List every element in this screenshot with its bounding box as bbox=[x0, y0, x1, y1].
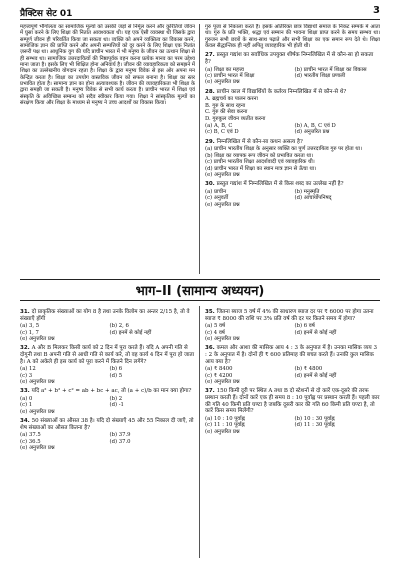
statement-item: (d) प्राचीन भारत में शिक्षा का स्थान मात्र ज्ञान से ऊँचा था। bbox=[205, 165, 317, 172]
question bbox=[205, 388, 380, 435]
statement-list bbox=[205, 96, 380, 122]
option-list bbox=[20, 396, 195, 415]
option-item: (b) A, B, C एवं D bbox=[294, 123, 336, 129]
option-item: (b) प्राचीन भारत में शिक्षा का विकास bbox=[294, 66, 367, 73]
question-text: A और B मिलकर किसी कार्य को 2 दिन में पूरा करते हैं। यदि A अपनी गति से दोगुनी तथा B अपनी गति से आधी गति से कार्य करे, तो वह कार्य 4 दिन में पूरा हो जाता है। A को अकेले ही इस कार्य को पूरा करने में कितने दिन लगेंगे? bbox=[20, 345, 195, 365]
question-text: प्रस्तुत गद्यांश का सर्वाधिक उपयुक्त शीर्षक निम्नलिखित में से कौन-सा हो सकता है? bbox=[205, 52, 374, 65]
question-text: दो प्राकृतिक संख्याओं का योग 8 है तथा उनके विलोम का अन्तर 2/15 है, तो वे संख्याएँ होंगी bbox=[20, 309, 190, 322]
option-item: (c) 1 bbox=[20, 402, 33, 409]
option-item: (a) शिक्षा का महत्त्व bbox=[205, 66, 244, 73]
option-item: (d) भारतीय शिक्षा प्रणाली bbox=[294, 72, 346, 79]
option-list bbox=[205, 67, 380, 86]
question-number: 31. bbox=[20, 309, 32, 315]
column-divider bbox=[199, 306, 200, 558]
question-number: 30. bbox=[205, 181, 217, 188]
option-item: (b) ₹ 4800 bbox=[294, 366, 323, 373]
option-item: (e) अनुत्तरित प्रश्न bbox=[205, 379, 240, 385]
option-item: (c) B, C एवं D bbox=[205, 129, 239, 136]
question-text: निम्नलिखित में से कौन-सा कथन असत्य है? bbox=[216, 138, 303, 145]
option-list bbox=[20, 323, 195, 342]
option-item: (b) मनुस्मृति bbox=[294, 189, 320, 196]
option-item: (e) अनुत्तरित प्रश्न bbox=[205, 336, 240, 342]
column-divider bbox=[199, 24, 200, 274]
question-number: 27. bbox=[205, 52, 217, 59]
option-item: (b) 10 : 30 पूर्वाह्न bbox=[294, 415, 335, 422]
option-item: (e) अनुत्तरित प्रश्न bbox=[205, 201, 240, 208]
question bbox=[20, 345, 195, 385]
option-list bbox=[20, 432, 195, 451]
option-item: (a) 10 : 10 पूर्वाह्न bbox=[205, 415, 245, 422]
upper-section bbox=[20, 24, 380, 274]
question bbox=[20, 418, 195, 451]
option-item: (c) ₹ 4200 bbox=[205, 372, 233, 379]
option-item: (a) 5 वर्ष bbox=[205, 323, 226, 330]
option-item: (d) इनमें से कोई नहीं bbox=[109, 329, 152, 336]
question-text: यदि a² + b² + c² = ab + bc + ac, तो (a + c)/b का मान क्या होगा? bbox=[31, 388, 192, 395]
option-list bbox=[205, 366, 380, 385]
question-text: जितना ब्याज 5 वर्ष में 4% की साधारण ब्याज दर पर ₹ 6000 पर होगा उतना ब्याज ₹ 8000 की राशि पर 3% प्रति वर्ष की दर पर कितने समय में होगा? bbox=[205, 309, 374, 322]
option-item: (c) 36.5 bbox=[20, 438, 41, 445]
option-item: (e) अनुत्तरित प्रश्न bbox=[20, 336, 55, 342]
option-item: (d) इनमें से कोई नहीं bbox=[294, 329, 337, 336]
question bbox=[205, 89, 380, 136]
option-item: (d) 37.0 bbox=[109, 438, 131, 445]
question-list bbox=[205, 309, 380, 435]
option-item: (d) 11 : 30 पूर्वाह्न bbox=[294, 422, 335, 429]
option-item: (c) 11 : 10 पूर्वाह्न bbox=[205, 422, 245, 429]
question-number: 28. bbox=[205, 88, 217, 95]
statement-item: B. गुरु के साथ रहना bbox=[205, 102, 246, 109]
lower-right-column bbox=[205, 306, 380, 558]
question bbox=[205, 345, 380, 385]
option-item: (d) अनुत्तरित प्रश्न bbox=[294, 129, 330, 136]
option-item: (c) प्राचीन भारत में शिक्षा bbox=[205, 72, 255, 79]
option-item: (d) -1 bbox=[109, 402, 124, 409]
option-item: (a) प्राचीन bbox=[205, 189, 227, 196]
option-item: (a) ₹ 8400 bbox=[205, 366, 233, 373]
option-item: (e) अनुत्तरित प्रश्न bbox=[205, 79, 240, 86]
option-item: (b) 37.9 bbox=[109, 432, 131, 439]
question-number: 32. bbox=[20, 345, 32, 352]
section-header bbox=[20, 279, 380, 301]
option-list bbox=[205, 416, 380, 435]
passage-text-right: गुरु पूजा से निकाला करते हैं। इसके अतिरिक्त छात्र विद्यार्थी समाज के निकट सम्पर्क में आता था। गुरु के प्रति भक्ति, श्रद्धा एवं सम्मान की भावना शिक्षा प्राप्त करने के समय सम्भव था। गुरुजन सभी छात्रों के साथ-साथ पढ़ाते और सभी शिक्षा का एक समान रूप देते थे। शिक्षा केवल सैद्धान्तिक ही नहीं अपितु व्यावहारिक भी होती थी। bbox=[205, 24, 380, 50]
option-item: (e) अनुत्तरित प्रश्न bbox=[20, 408, 55, 415]
question bbox=[205, 139, 380, 179]
page-number: 3 bbox=[373, 5, 380, 16]
option-item: (e) अनुत्तरित प्रश्न bbox=[205, 428, 240, 435]
question-text: कमल और आशा की मासिक आय 4 : 3 के अनुपात में है। उनका मासिक व्यय 3 : 2 के अनुपात में है। दोनों ही ₹ 600 प्रतिमाह की बचत करते हैं। उनकी कुल मासिक आय क्या है? bbox=[205, 345, 377, 365]
question bbox=[205, 309, 380, 342]
option-item: (a) 12 bbox=[20, 366, 36, 373]
statement-item: (b) शिक्षा का व्यापक रूप जीवन को प्रभावित करता था। bbox=[205, 152, 314, 159]
option-item: (b) 2, 6 bbox=[109, 323, 129, 330]
question-text: 50 संख्याओं का औसत 38 है। यदि दो संख्याएँ 45 और 55 निकाल दी जाएँ, तो शेष संख्याओं का औसत कितना है? bbox=[20, 418, 194, 431]
question-text: 150 किमी दूरी पर स्थित A तथा B दो स्टेशनों से दो कारें एक-दूसरे की तरफ प्रस्थान करती हैं। दोनों कारें एक ही समय 8 : 10 पूर्वाह्न पर प्रस्थान करती हैं। पहली कार की गति 40 किमी प्रति घण्टा है जबकि दूसरी कार की गति 60 किमी प्रति घण्टा है, तो कारें किस समय मिलेंगी? bbox=[205, 388, 380, 415]
question bbox=[20, 388, 195, 415]
option-item: (c) 3 bbox=[20, 372, 33, 379]
question-list bbox=[20, 309, 195, 452]
statement-item: (a) प्राचीन भारतीय शिक्षा के अनुसार व्यक्ति का पूर्ण उत्तरदायित्व गुरु पर होता था। bbox=[205, 146, 363, 153]
option-item: (b) 6 वर्ष bbox=[294, 323, 315, 330]
option-item: (b) 6 bbox=[109, 366, 123, 373]
option-item: (e) अनुत्तरित प्रश्न bbox=[20, 445, 55, 452]
question bbox=[205, 52, 380, 85]
question-number: 33. bbox=[20, 388, 32, 395]
statement-item: (c) प्राचीन भारतीय शिक्षा आदर्शवादी एवं व्यावहारिक थी। bbox=[205, 159, 315, 166]
statement-item: (e) अनुत्तरित प्रश्न bbox=[205, 172, 240, 179]
option-item: (e) अनुत्तरित प्रश्न bbox=[20, 379, 55, 385]
question-list bbox=[205, 52, 380, 208]
option-list bbox=[205, 123, 380, 136]
option-item: (c) 4 वर्ष bbox=[205, 329, 225, 336]
option-item: (c) अनुवर्ती bbox=[205, 195, 229, 202]
option-item: (c) 1, 7 bbox=[20, 329, 39, 336]
question-number: 34. bbox=[20, 418, 32, 425]
option-item: (d) इनमें से कोई नहीं bbox=[294, 372, 337, 379]
question bbox=[20, 309, 195, 342]
page-header bbox=[20, 6, 380, 20]
passage-text-left: महत्त्वपूर्ण भौगोलता का सामाजिक मूल्यों को उसकी जड़ों से निर्मूल करने और कुरितियों जीवन में घुसा करने के लिए शिक्षा की नितांत आवश्यकता थी। यह एक ऐसी व्यवस्था थी जिसके द्वारा सम्पूर्ण जीवन ही परिवर्तित किया जा सकता था। व्यक्ति को अपने व्यक्तित्व का विकास करने, सामाजिक ज्ञान की प्राप्ति करने और अपनी सम्पत्तियों को दूर करने के लिए शिक्षा एक नितांत ज़रूरी पक्ष था। आधुनिक युग की यदि प्राचीन भारत में भी मनुष्य के जीवन का उत्थान शिक्षा से ही सम्भव था। सामाजिक उत्तरदायित्वों की निष्ठापूर्वक वहन करना प्रत्येक मानव का परम उद्देश्य माना जाता है। इसके लिए भी शिक्षित होना अनिवार्य है। जीवन की व्यावहारिकता को समझने में शिक्षा का उल्लेखनीय योगदान रहता है। शिक्षा के द्वारा मनुष्य विवेक से इस ओर अपना मन केन्द्रित करता है। शिक्षा का उपयोग वास्तविक जीवन को सफल बनाना है। शिक्षा का स्तर प्रभावित होता है। सामान्य ज्ञान का होना अत्यावश्यक है। जीवन की व्यावहारिकता भी शिक्षा के द्वारा समझी जा सकती है। मनुष्य विवेक से सभी कार्य करता है। प्राचीन भारत में शिक्षा एवं संस्कृति के अविच्छिन्न सम्बन्ध को सदैव स्वीकार किया गया। शिक्षा ने सांस्कृतिक मूल्यों का संरक्षण किया और शिक्षा के माध्यम से मनुष्य ने उच्च आदर्शों का विकास किया। bbox=[20, 24, 195, 107]
question-number: 29. bbox=[205, 138, 217, 145]
statement-item: A. ब्रह्मचर्य का पालन करना bbox=[205, 96, 258, 103]
statement-item: D. गुरुकुल जीवन व्यतीत करना bbox=[205, 115, 266, 122]
option-item: (a) A, B, C bbox=[205, 123, 233, 129]
upper-right-column bbox=[205, 24, 380, 274]
question-number: 37. bbox=[205, 388, 217, 395]
section-title: भाग–II (सामान्य अध्ययन) bbox=[135, 284, 265, 299]
upper-left-column bbox=[20, 24, 195, 274]
statement-list bbox=[205, 146, 380, 178]
option-item: (d) 5 bbox=[109, 372, 123, 379]
option-item: (b) 2 bbox=[109, 396, 123, 402]
option-item: (d) आचार्योपनिषद् bbox=[294, 195, 332, 202]
question-text: प्राचीन काल में विद्यार्थियों के कर्तव्य निम्नलिखित में से कौन-से थे? bbox=[216, 88, 347, 95]
question bbox=[205, 181, 380, 208]
question-number: 36. bbox=[205, 345, 217, 352]
header-title: प्रैक्टिस सेट 01 bbox=[20, 9, 73, 19]
question-text: प्रस्तुत गद्यांश में निम्नलिखित में से किस शब्द का उल्लेख नहीं है? bbox=[216, 181, 344, 188]
option-item: (a) 37.5 bbox=[20, 432, 41, 439]
lower-section bbox=[20, 306, 380, 558]
option-list bbox=[20, 366, 195, 385]
option-item: (a) 3, 5 bbox=[20, 323, 40, 330]
question-number: 35. bbox=[205, 309, 217, 315]
option-item: (a) 0 bbox=[20, 396, 33, 402]
statement-item: C. गुरु की सेवा करना bbox=[205, 109, 248, 116]
lower-left-column bbox=[20, 306, 195, 558]
option-list bbox=[205, 323, 380, 342]
option-list bbox=[205, 189, 380, 208]
